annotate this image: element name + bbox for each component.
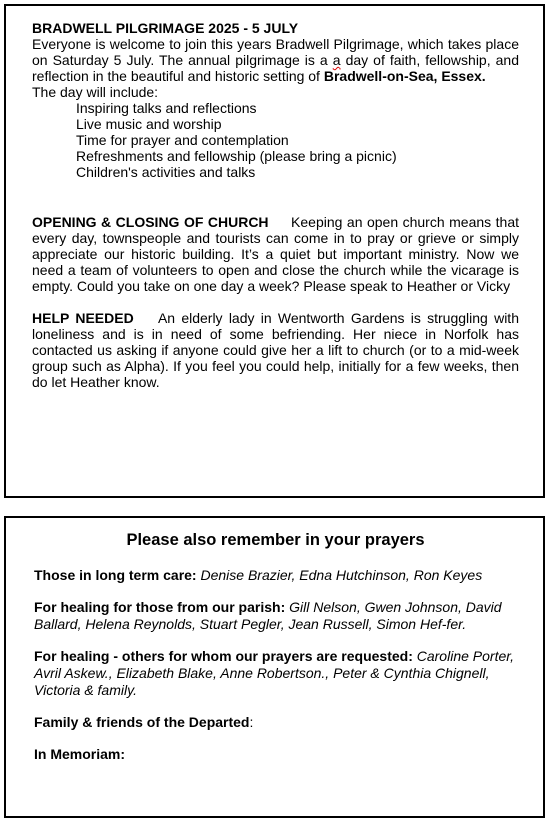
include-label: The day will include: (32, 84, 159, 100)
pilgrimage-heading: BRADWELL PILGRIMAGE 2025 - 5 JULY (32, 20, 299, 36)
help-heading: HELP NEEDED (32, 310, 134, 326)
spacer (32, 180, 519, 214)
intro-spelling-flag: a (332, 52, 341, 68)
intro-place: Bradwell-on-Sea, Essex. (323, 68, 486, 84)
intro-text-1: Everyone is welcome to join this years Bradwell Pilgrimage, which takes place on Saturday 5 July. The annual pilgrimage is a (32, 36, 519, 68)
pilgrimage-list (76, 100, 519, 180)
prayers-title: Please also remember in your prayers (126, 531, 425, 549)
intro-text-2: day of faith, fellowship, and reflection in the beautiful and historic setting of (32, 52, 519, 84)
others-names: Caroline Porter, Avril Askew., Elizabeth Blake, Anne Robertson., Peter & Cynthia Chignell, Victoria & family. (34, 648, 515, 698)
spacer (32, 294, 519, 310)
help-notice (32, 310, 519, 390)
memoriam-label: In Memoriam: (34, 746, 126, 762)
parish-label: For healing for those from our parish: (34, 599, 286, 615)
parish-names: Gill Nelson, Gwen Johnson, David Ballard, Helena Reynolds, Stuart Pegler, Jean Russell, Simon Hef-fer. (34, 599, 502, 632)
help-body: An elderly lady in Wentworth Gardens is struggling with loneliness and is in need of some befriending. Her niece in Norfolk has contacted us asking if anyone could give her a lift to church (or to a mid-week group such as Alpha). If you feel you could help, initially for a few weeks, then do let Heather know. (32, 310, 519, 390)
list-item: Children's activities and talks (76, 164, 256, 180)
others-label: For healing - others for whom our prayers are requested: (34, 648, 413, 664)
church-notice (32, 214, 519, 294)
departed-colon: : (249, 714, 254, 730)
others-healing (34, 648, 517, 699)
pilgrimage-intro (32, 36, 519, 84)
departed-label: Family & friends of the Departed (34, 714, 250, 730)
list-item: Refreshments and fellowship (please bring a picnic) (76, 148, 397, 164)
list-item: Live music and worship (76, 116, 222, 132)
long-term-care (34, 567, 517, 584)
list-item: Inspiring talks and reflections (76, 100, 257, 116)
departed (34, 714, 517, 731)
list-item: Time for prayer and contemplation (76, 132, 289, 148)
notices-box (4, 4, 545, 498)
long-term-label: Those in long term care: (34, 567, 197, 583)
church-heading: OPENING & CLOSING OF CHURCH (32, 214, 269, 230)
long-term-names: Denise Brazier, Edna Hutchinson, Ron Keyes (200, 567, 483, 583)
church-body: Keeping an open church means that every day, townspeople and tourists can come in to pray or grieve or simply appreciate our historic building. It’s a quiet but important ministry. Now we need a team of volunteers to open and close the church while the vicarage is empty. Could you take on one day a week? Please speak to Heather or Vicky (32, 214, 519, 294)
parish-healing (34, 599, 517, 633)
prayers-box (4, 516, 545, 818)
in-memoriam (34, 746, 517, 763)
